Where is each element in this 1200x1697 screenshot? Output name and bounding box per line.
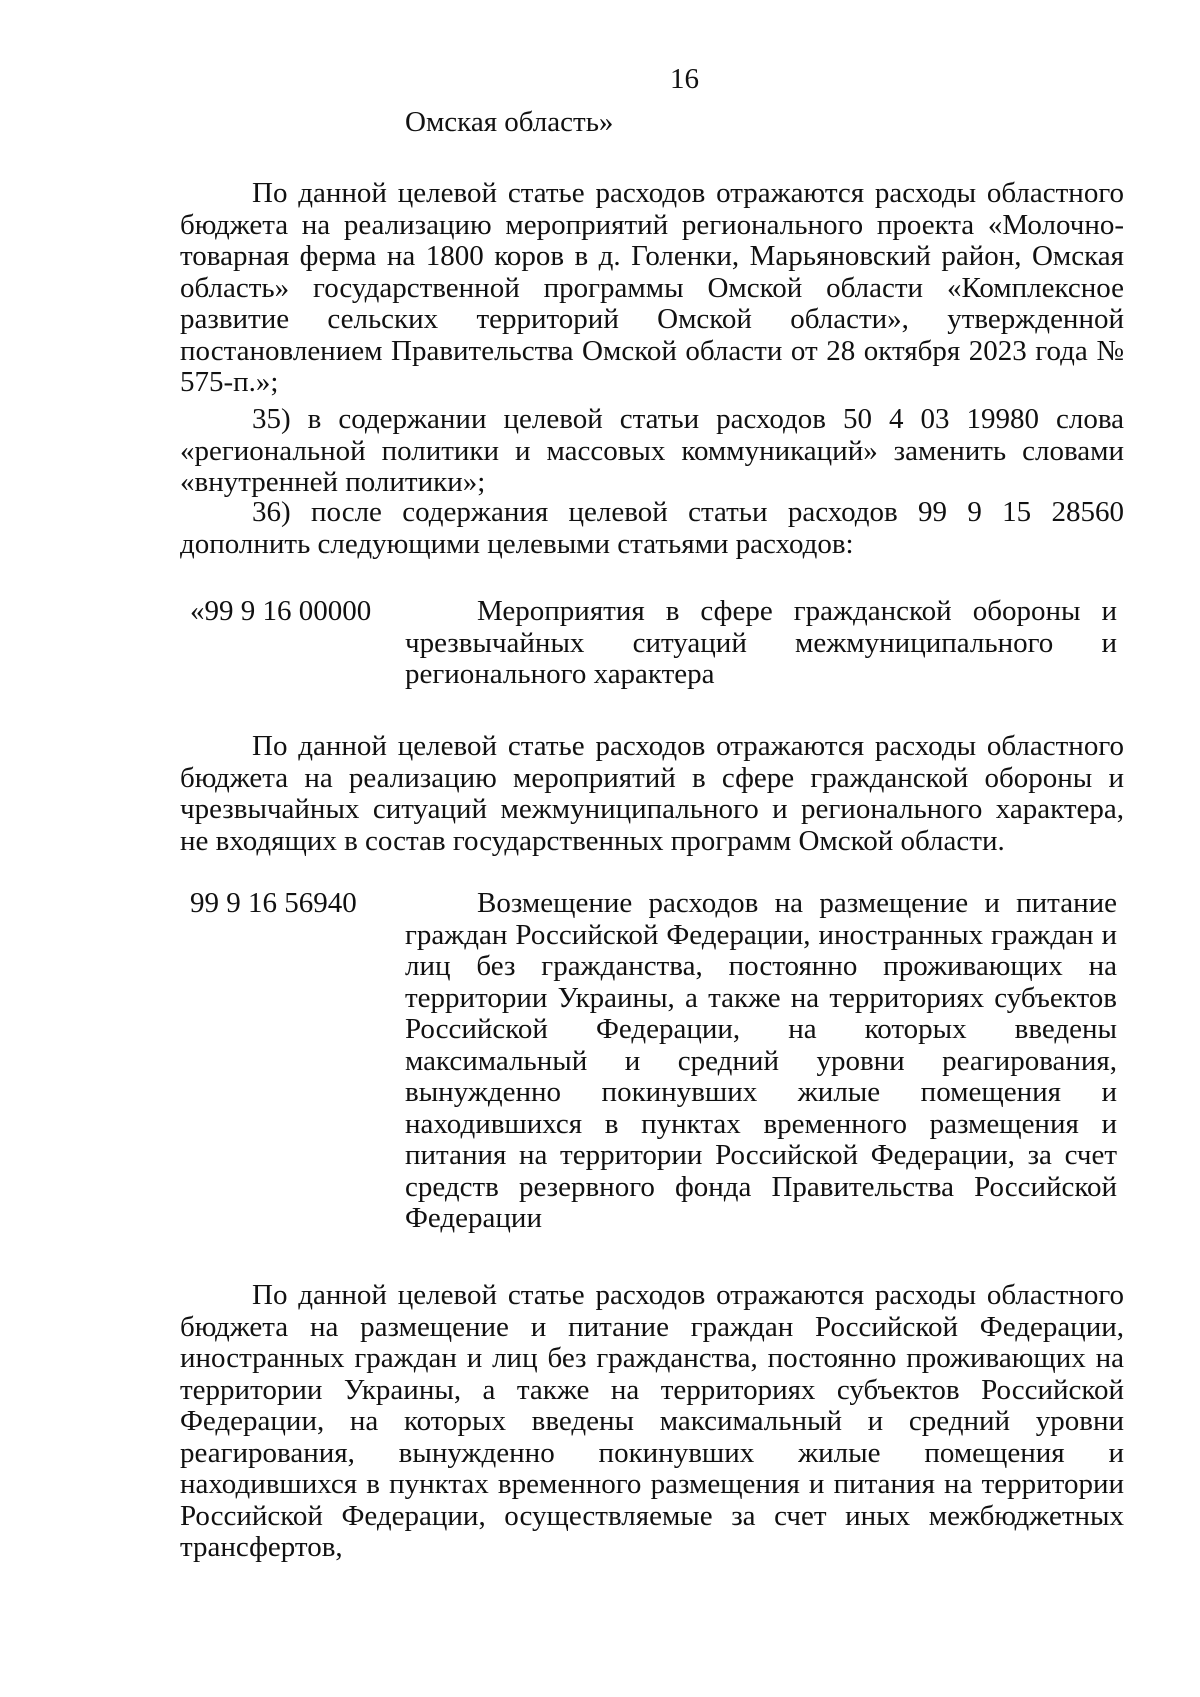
paragraph-item-36: 36) после содержания целевой статьи расходов 99 9 15 28560 дополнить следующими целевыми статьями расходов: bbox=[180, 496, 1124, 560]
continued-title-line: Омская область» bbox=[405, 106, 614, 138]
expense-code: «99 9 16 00000 bbox=[190, 595, 372, 627]
paragraph-expense-description: По данной целевой статье расходов отражаются расходы областного бюджета на реализацию мероприятий в сфере гражданской обороны и чрезвычайных ситуаций межмуниципального и регионального характера, не входящих в состав государственных программ Омской области. bbox=[180, 730, 1124, 857]
page-number: 16 bbox=[670, 63, 699, 95]
paragraph-item-35: 35) в содержании целевой статьи расходов 50 4 03 19980 слова «региональной политики и массовых коммуникаций» заменить словами «внутренней политики»; bbox=[180, 403, 1124, 498]
expense-code-description: Возмещение расходов на размещение и питание граждан Российской Федерации, иностранных граждан и лиц без гражданства, постоянно проживающих на территории Украины, а также на территориях субъектов Российской Федерации, на которых введены максимальный и средний уровни реагирования, вынужденно покинувших жилые помещения и находившихся в пунктах временного размещения и питания на территории Российской Федерации, за счет средств резервного фонда Правительства Российской Федерации bbox=[405, 887, 1117, 1234]
expense-code: 99 9 16 56940 bbox=[190, 887, 357, 919]
paragraph-expense-description: По данной целевой статье расходов отражаются расходы областного бюджета на размещение и питание граждан Российской Федерации, иностранных граждан и лиц без гражданства, постоянно проживающих на территории Украины, а также на территориях субъектов Российской Федерации, на которых введены максимальный и средний уровни реагирования, вынужденно покинувших жилые помещения и находившихся в пунктах временного размещения и питания на территории Российской Федерации, осуществляемые за счет иных межбюджетных трансфертов, bbox=[180, 1279, 1124, 1563]
paragraph-expense-description: По данной целевой статье расходов отражаются расходы областного бюджета на реализацию мероприятий регионального проекта «Молочно-товарная ферма на 1800 коров в д. Голенки, Марьяновский район, Омская область» государственной программы Омской области «Комплексное развитие сельских территорий Омской области», утвержденной постановлением Правительства Омской области от 28 октября 2023 года № 575-п.»; bbox=[180, 177, 1124, 398]
expense-code-description: Мероприятия в сфере гражданской обороны и чрезвычайных ситуаций межмуниципального и регионального характера bbox=[405, 595, 1117, 690]
